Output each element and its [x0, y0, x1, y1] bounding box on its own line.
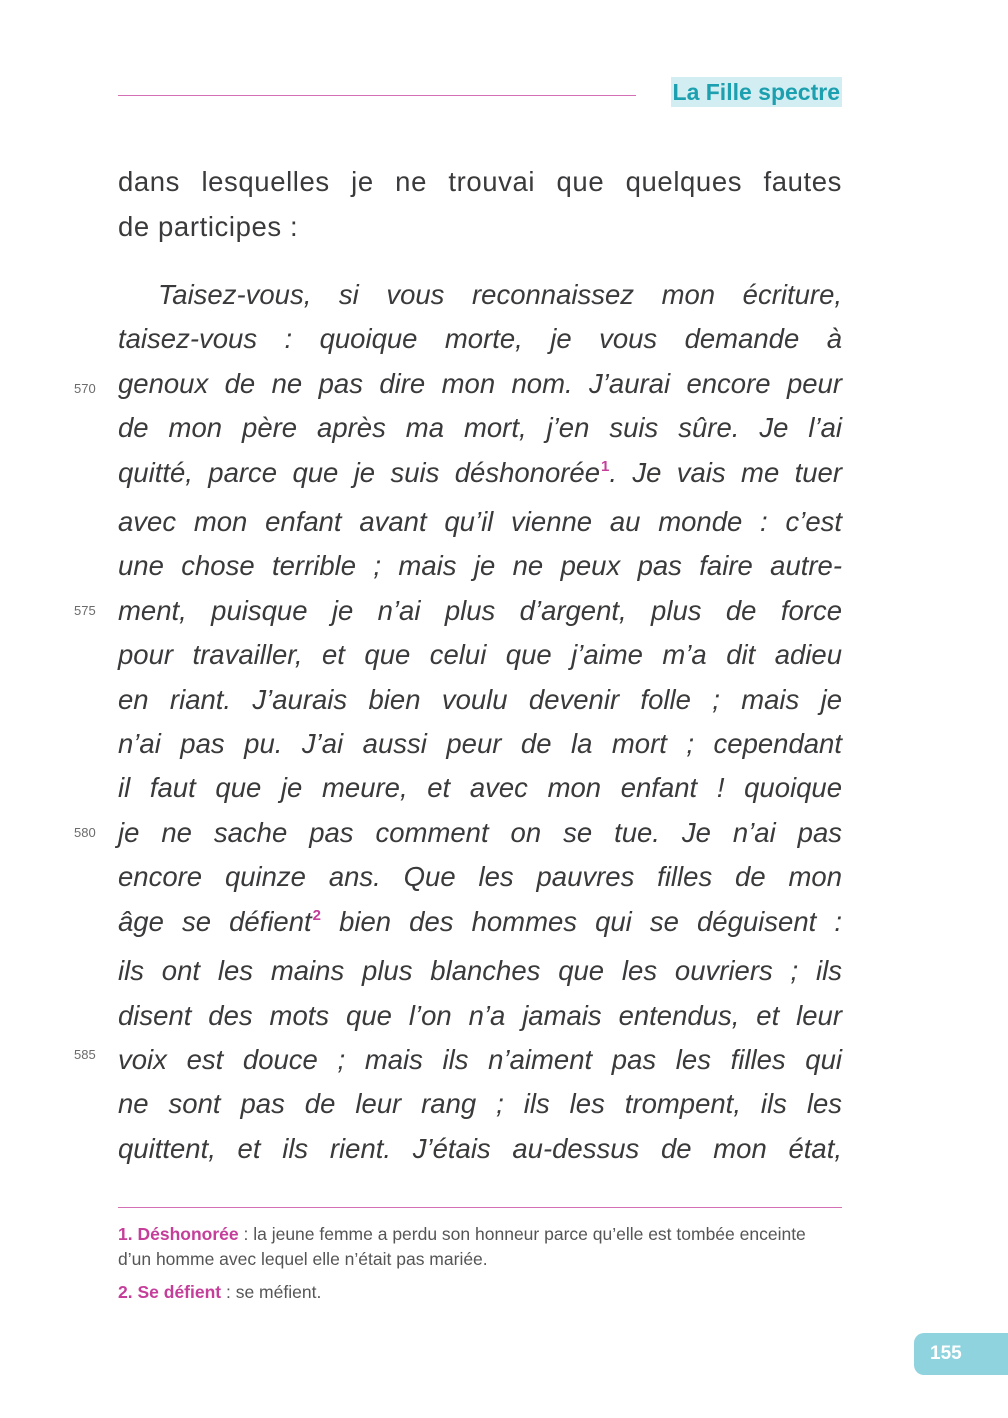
footnote-1 — [118, 1222, 842, 1272]
text-line: voix est douce ; mais ils n’aiment pas les filles qui — [118, 1043, 842, 1075]
line-number: 585 — [74, 1047, 96, 1062]
running-header-title: La Fille spectre — [672, 79, 840, 105]
footnote-2 — [118, 1280, 842, 1305]
text-line — [118, 900, 842, 949]
footnote-text: : se méfient. — [221, 1282, 322, 1302]
text-line: ment, puisque je n’ai plus d’argent, plus de force — [118, 594, 842, 626]
footnote-number: 2. — [118, 1282, 133, 1302]
text-line — [118, 451, 842, 500]
footnotes — [118, 1222, 842, 1313]
text-line: ne sont pas de leur rang ; ils les trompent, ils les — [118, 1088, 842, 1120]
text-segment: . Je vais me tuer — [609, 456, 842, 488]
footnote-rule — [118, 1207, 842, 1208]
text-line: quittent, et ils rient. J’étais au-dessus de mon état, — [118, 1132, 842, 1164]
text-segment: bien des hommes qui se déguisent : — [321, 905, 842, 937]
text-line: dans lesquelles je ne trouvai que quelques fautes — [118, 166, 842, 197]
line-number: 580 — [74, 825, 96, 840]
footnote-term: Se défient — [137, 1282, 222, 1302]
text-line: je ne sache pas comment on se tue. Je n’ai pas — [118, 816, 842, 848]
text-line: avec mon enfant avant qu’il vienne au monde : c’est — [118, 506, 842, 538]
text-line: disent des mots que l’on n’a jamais entendus, et leur — [118, 999, 842, 1031]
text-line: taisez-vous : quoique morte, je vous demande à — [118, 323, 842, 355]
footnote-number: 1. — [118, 1224, 133, 1244]
line-number: 575 — [74, 603, 96, 618]
footnote-term: Déshonorée — [137, 1224, 239, 1244]
footnote-ref-2[interactable]: 2 — [312, 906, 321, 924]
footnote-ref-1[interactable]: 1 — [601, 457, 610, 475]
text-segment: quitté, parce que je suis déshonorée — [118, 456, 600, 488]
text-line: Taisez-vous, si vous reconnaissez mon écriture, — [158, 279, 842, 310]
text-line: n’ai pas pu. J’ai aussi peur de la mort ; cependant — [118, 728, 842, 760]
text-line: encore quinze ans. Que les pauvres filles de mon — [118, 861, 842, 893]
intro-paragraph — [118, 160, 842, 249]
line-number: 570 — [74, 381, 96, 396]
letter-quote — [118, 273, 842, 1171]
page-number: 155 — [914, 1333, 1008, 1375]
text-line: de mon père après ma mort, j’en suis sûre. Je l’ai — [118, 412, 842, 444]
header-rule — [118, 95, 636, 96]
footnote-text: : la jeune femme a perdu son honneur parce qu’elle est tombée enceinte d’un homme avec lequel elle n’était pas mariée. — [118, 1224, 806, 1269]
text-segment: âge se défient — [118, 905, 312, 937]
text-line: de participes : — [118, 210, 299, 242]
text-line: genoux de ne pas dire mon nom. J’aurai encore peur — [118, 367, 842, 399]
text-line: ils ont les mains plus blanches que les ouvriers ; ils — [118, 955, 842, 987]
text-line: il faut que je meure, et avec mon enfant ! quoique — [118, 772, 842, 804]
text-line: en riant. J’aurais bien voulu devenir folle ; mais je — [118, 683, 842, 715]
text-line: pour travailler, et que celui que j’aime m’a dit adieu — [118, 639, 842, 671]
text-line: une chose terrible ; mais je ne peux pas faire autre- — [118, 550, 842, 582]
